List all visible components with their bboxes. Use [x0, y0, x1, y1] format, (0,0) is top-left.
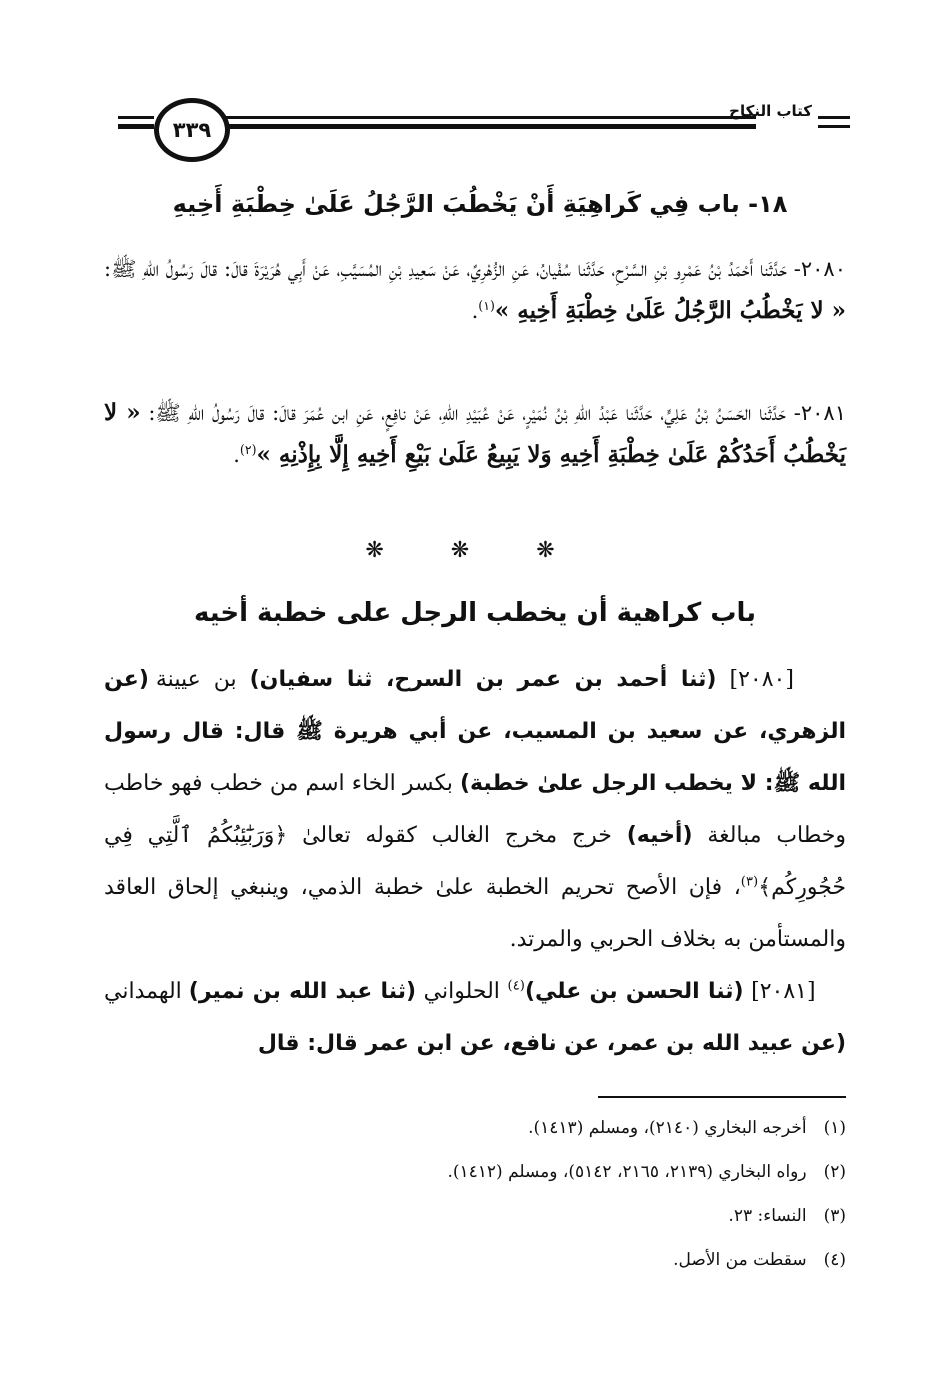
commentary-text: ، فإن الأصح تحريم الخطبة علىٰ خطبة الذمي، وينبغي إلحاق العاقد والمستأمن به بخلاف الحربي والمرتد. [104, 875, 846, 952]
section-separator: ❋ ❋ ❋ [365, 538, 585, 563]
footnote-text: رواه البخاري (٢١٣٩، ٢١٦٥، ٥١٤٢)، ومسلم (١٤١٢). [447, 1162, 807, 1182]
hadith-number: ٢٠٨١- [793, 401, 846, 425]
commentary-text: الحلواني [423, 979, 500, 1004]
hadith-isnad: حَدَّثَنا أَحْمَدُ بْنُ عَمْرِو بْنِ السَّرْحِ، حَدَّثَنا سُفْيانُ، عَنِ الزُّهْرِيِّ، عَنْ سَعِيدِ بْنِ المُسَيَّبِ، عَنْ أَبِي هُرَيْرَةَ قالَ: قالَ رَسُولُ اللهِ ﷺ: [104, 257, 787, 281]
footnote-marker: (٣) [823, 1206, 846, 1226]
header-rule-bottom [226, 124, 756, 129]
hadith-2081: ٢٠٨١- حَدَّثَنا الحَسَنُ بْنُ عَلِيٍّ، حَدَّثَنا عَبْدُ اللهِ بْنُ نُمَيْرٍ، عَنْ عُبَيْدِ اللهِ، عَنْ نافِعٍ، عَنِ ابن عُمَرَ قالَ: قالَ رَسُولُ اللهِ ﷺ: « لا يَخْطُبُ أَحَدُكُمْ عَلَىٰ خِطْبَةِ أَخِيهِ وَلا يَبِيعُ عَلَىٰ بَيْعِ أَخِيهِ إِلَّا بِإِذْنِهِ »$^{(٢)}$. [104, 399, 846, 468]
footnote-marker: (٢) [823, 1162, 846, 1182]
commentary-paragraph-2080 [104, 654, 846, 966]
commentary-quote: (أخيه) [626, 823, 693, 848]
commentary-quote: (عن الزهري، عن سعيد بن المسيب، عن أبي هريرة ﷺ قال: قال رسول الله ﷺ: لا يخطب الرجل علىٰ خطبة) [104, 667, 846, 796]
header-dash-top [818, 116, 850, 119]
hadith-isnad: حَدَّثَنا الحَسَنُ بْنُ عَلِيٍّ، حَدَّثَنا عَبْدُ اللهِ بْنُ نُمَيْرٍ، عَنْ عُبَيْدِ اللهِ، عَنْ نافِعٍ، عَنِ ابن عُمَرَ قالَ: قالَ رَسُولُ اللهِ ﷺ: [148, 401, 786, 425]
commentary-text: بكسر الخاء اسم من خطب فهو خاطب وخطاب مبالغة [104, 771, 847, 848]
commentary-number: [٢٠٨٠] [729, 667, 794, 692]
book-title: كتاب النكاح [729, 102, 812, 120]
header-rule-left-bottom [118, 124, 154, 129]
footnote-marker: (٤) [823, 1250, 846, 1270]
hadith-2080: ٢٠٨٠- حَدَّثَنا أَحْمَدُ بْنُ عَمْرِو بْنِ السَّرْحِ، حَدَّثَنا سُفْيانُ، عَنِ الزُّهْرِيِّ، عَنْ سَعِيدِ بْنِ المُسَيَّبِ، عَنْ أَبِي هُرَيْرَةَ قالَ: قالَ رَسُولُ اللهِ ﷺ: « لا يَخْطُبُ الرَّجُلُ عَلَىٰ خِطْبَةِ أَخِيهِ »$^{(١)}$. [104, 257, 846, 324]
page-number: ٣٣٩ [172, 118, 212, 142]
footnote-text: النساء: ٢٣. [728, 1206, 807, 1226]
footnote-ref: (٣) [740, 874, 759, 890]
commentary-quote: (ثنا عبد الله بن نمير) [188, 979, 417, 1004]
footnote-item [104, 1238, 846, 1282]
header-dash-bottom [818, 125, 850, 128]
footnote-ref: (١) [478, 298, 495, 313]
footnote-ref: (٤) [507, 978, 525, 994]
footnote-text: سقطت من الأصل. [673, 1250, 807, 1270]
hadith-matn: « لا يَخْطُبُ الرَّجُلُ عَلَىٰ خِطْبَةِ أَخِيهِ » [494, 297, 846, 324]
footnote-text: أخرجه البخاري (٢١٤٠)، ومسلم (١٤١٣). [528, 1118, 807, 1138]
commentary-quote: (عن عبيد الله بن عمر، عن نافع، عن ابن عمر قال: قال [257, 1031, 846, 1056]
footnotes [104, 1106, 846, 1282]
footnote-marker: (١) [823, 1118, 846, 1138]
header-rule-top [226, 116, 756, 119]
footnote-item [104, 1194, 846, 1238]
footnote-divider [598, 1096, 846, 1098]
commentary-text: بن عيينة [155, 667, 237, 692]
hadith-number: ٢٠٨٠- [793, 257, 846, 281]
commentary-number: [٢٠٨١] [751, 979, 816, 1004]
footnote-ref: (٢) [239, 442, 257, 457]
footnote-item [104, 1106, 846, 1150]
chapter-heading: ١٨- باب فِي كَراهِيَةِ أَنْ يَخْطُبَ الرَّجُلُ عَلَىٰ خِطْبَةِ أَخِيهِ [172, 190, 788, 218]
page-number-frame [154, 98, 230, 162]
footnote-item [104, 1150, 846, 1194]
commentary-quote: (ثنا أحمد بن عمر بن السرح، ثنا سفيان) [249, 667, 717, 692]
commentary-text: خرج مخرج الغالب كقوله تعالىٰ ﴿وَرَبَٰٓئِبُكُمُ ٱلَّتِي فِي حُجُورِكُم﴾ [104, 823, 846, 900]
commentary-paragraph-2081 [104, 966, 846, 1070]
commentary-heading: باب كراهية أن يخطب الرجل على خطبة أخيه [193, 598, 757, 628]
hadith-matn: « لا يَخْطُبُ أَحَدُكُمْ عَلَىٰ خِطْبَةِ أَخِيهِ وَلا يَبِيعُ عَلَىٰ بَيْعِ أَخِيهِ إِلَّا بِإِذْنِهِ » [104, 399, 846, 468]
commentary-quote: (ثنا الحسن بن علي) [524, 979, 744, 1004]
header-rule-left-top [118, 116, 154, 119]
running-header [118, 98, 850, 168]
commentary-text: الهمداني [104, 979, 182, 1004]
